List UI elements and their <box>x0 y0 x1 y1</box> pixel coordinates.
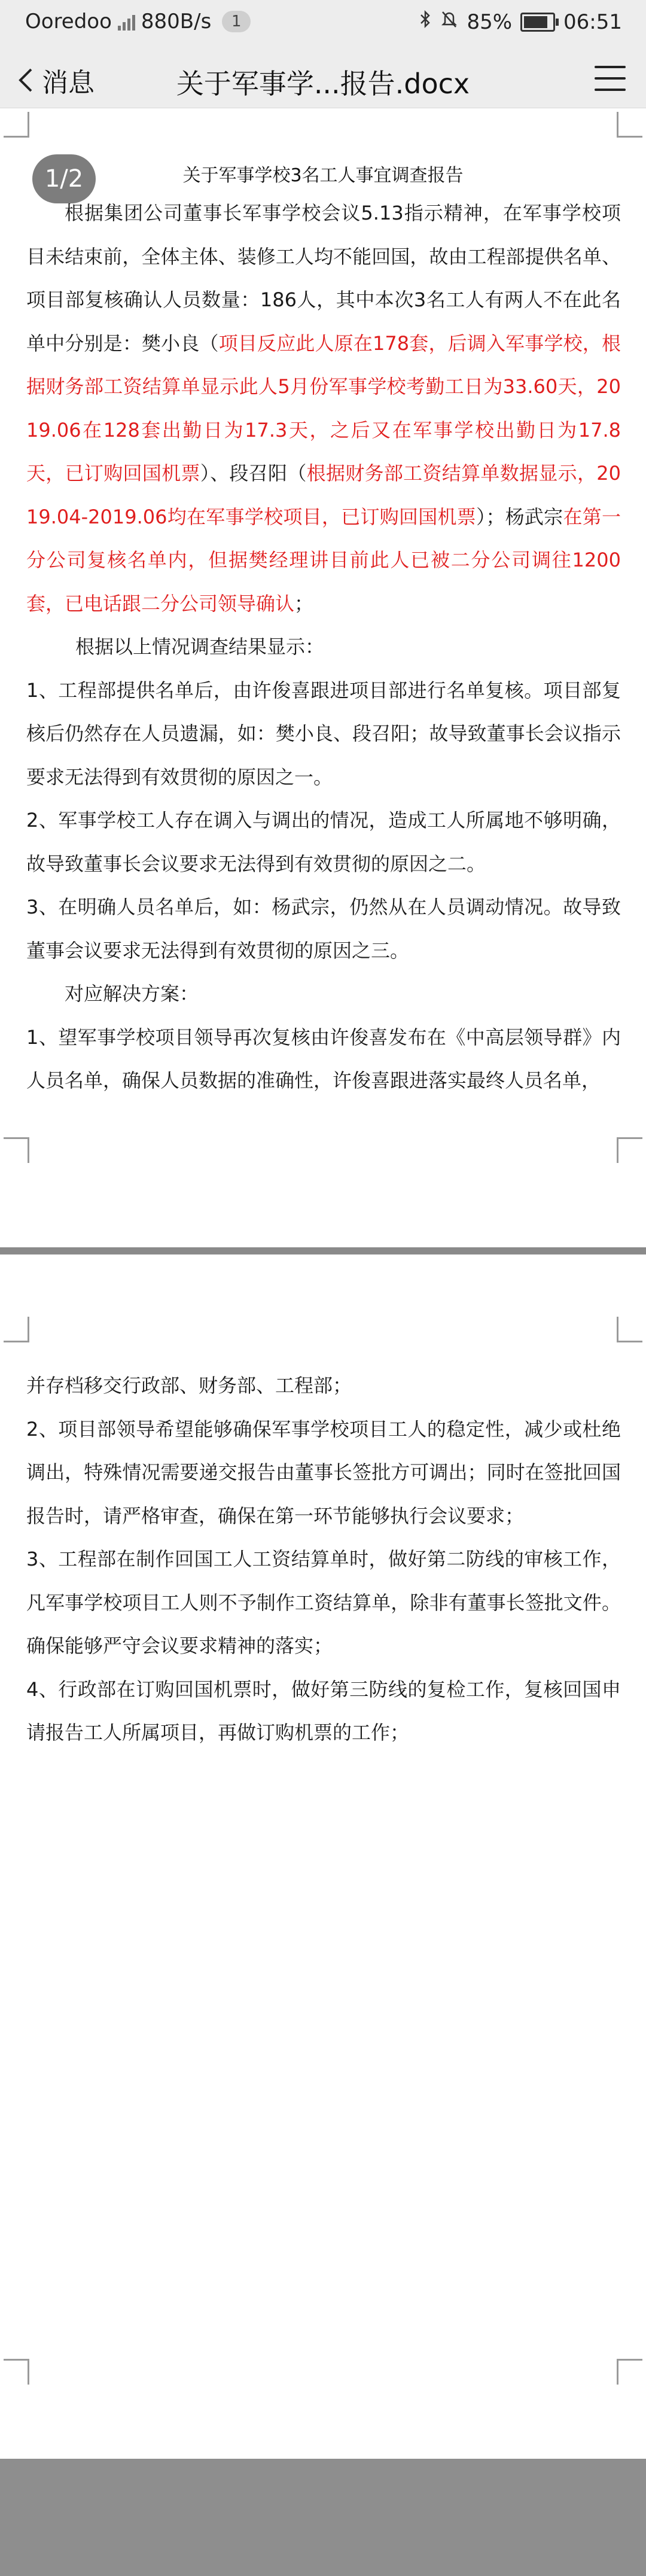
paragraph-solution-2: 2、项目部领导希望能够确保军事学校项目工人的稳定性，减少或杜绝调出，特殊情况需要递交报告由董事长签批方可调出；同时在签批回国报告时，请严格审查，确保在第一环节能够执行会议要求； <box>26 1417 621 1527</box>
status-right <box>419 10 622 34</box>
battery-percent: 85% <box>467 10 513 34</box>
battery-fill <box>524 16 547 28</box>
highlight-text: 项目反应此人原在178套，后调入军事学校，根据财务部工资结算单显示此人5月份军事学校考勤工日为33.60天，2019.06在128套出勤日为17.3天，之后又在军事学校出勤日为17.8天，已订购回国机票 <box>26 331 621 485</box>
crop-mark <box>4 1317 29 1342</box>
crop-mark <box>617 2359 642 2385</box>
nav-bar <box>0 48 646 108</box>
document-heading: 关于军事学校3名工人事宜调查报告 <box>182 165 464 186</box>
paragraph-solution-1-cont: 并存档移交行政部、财务部、工程部； <box>26 1374 352 1397</box>
paragraph-findings-heading: 根据以上情况调查结果显示： <box>75 635 325 658</box>
paragraph-intro <box>26 191 621 625</box>
page-separator <box>0 1247 646 1254</box>
crop-mark <box>617 1137 642 1163</box>
status-left <box>25 10 251 34</box>
highlight-text: 根据财务部工资结算单数据显示，2019.04-2019.06均在军事学校项目，已订购回国机票 <box>26 462 621 528</box>
text-run: ）、段召阳（ <box>200 462 307 485</box>
crop-mark <box>4 112 29 138</box>
chevron-left-icon <box>17 67 33 93</box>
page-indicator: 1/2 <box>32 154 96 203</box>
page1-body <box>26 191 621 1103</box>
battery-icon <box>520 13 555 32</box>
viewer-background <box>0 2459 646 2576</box>
bluetooth-icon <box>419 10 432 34</box>
text-run: ）；杨武宗 <box>476 505 563 528</box>
notification-count-badge: 1 <box>222 11 251 32</box>
paragraph-finding-3: 3、在明确人员名单后，如：杨武宗，仍然从在人员调动情况。故导致董事会议要求无法得到有效贯彻的原因之三。 <box>26 896 621 962</box>
highlight-text: 在第一分公司复核名单内，但据樊经理讲目前此人已被二分公司调往1200套，已电话跟二分公司领导确认 <box>26 505 621 615</box>
page2-body <box>26 1364 621 1755</box>
paragraph-solution-3: 3、工程部在制作回国工人工资结算单时，做好第二防线的审核工作，凡军事学校项目工人则不予制作工资结算单，除非有董事长签批文件。确保能够严守会议要求精神的落实； <box>26 1548 621 1657</box>
document-file-title: 关于军事学...报告.docx <box>176 68 470 100</box>
status-bar <box>0 0 646 48</box>
paragraph-finding-2: 2、军事学校工人存在调入与调出的情况，造成工人所属地不够明确，故导致董事长会议要求无法得到有效贯彻的原因之二。 <box>26 809 621 875</box>
carrier-name: Ooredoo <box>25 10 112 34</box>
crop-mark <box>4 1137 29 1163</box>
signal-icon <box>118 13 135 31</box>
crop-mark <box>617 1317 642 1342</box>
crop-mark <box>4 2359 29 2385</box>
back-label: 消息 <box>42 68 95 98</box>
clock: 06:51 <box>563 10 622 34</box>
mute-bell-icon <box>440 10 458 34</box>
paragraph-finding-1: 1、工程部提供名单后，由许俊喜跟进项目部进行名单复核。项目部复核后仍然存在人员遗漏，如：樊小良、段召阳；故导致董事长会议指示要求无法得到有效贯彻的原因之一。 <box>26 678 621 788</box>
crop-mark <box>617 112 642 138</box>
paragraph-solutions-heading: 对应解决方案： <box>65 982 199 1005</box>
text-run: 根据集团公司董事长军事学校会议5.13指示精神，在军事学校项目未结束前，全体主体、装修工人均不能回国，故由工程部提供名单、项目部复核确认人员数量：186人，其中本次3名工人有两人不在此名单中分别是：樊小良（ <box>26 202 621 355</box>
network-speed: 880B/s <box>141 10 212 34</box>
menu-icon[interactable] <box>595 65 628 92</box>
paragraph-solution-4: 4、行政部在订购回国机票时，做好第三防线的复检工作，复核回国申请报告工人所属项目，再做订购机票的工作； <box>26 1677 621 1744</box>
paragraph-solution-1: 1、望军事学校项目领导再次复核由许俊喜发布在《中高层领导群》内人员名单，确保人员数据的准确性，许俊喜跟进落实最终人员名单， <box>26 1025 621 1092</box>
text-run: ； <box>294 592 314 615</box>
